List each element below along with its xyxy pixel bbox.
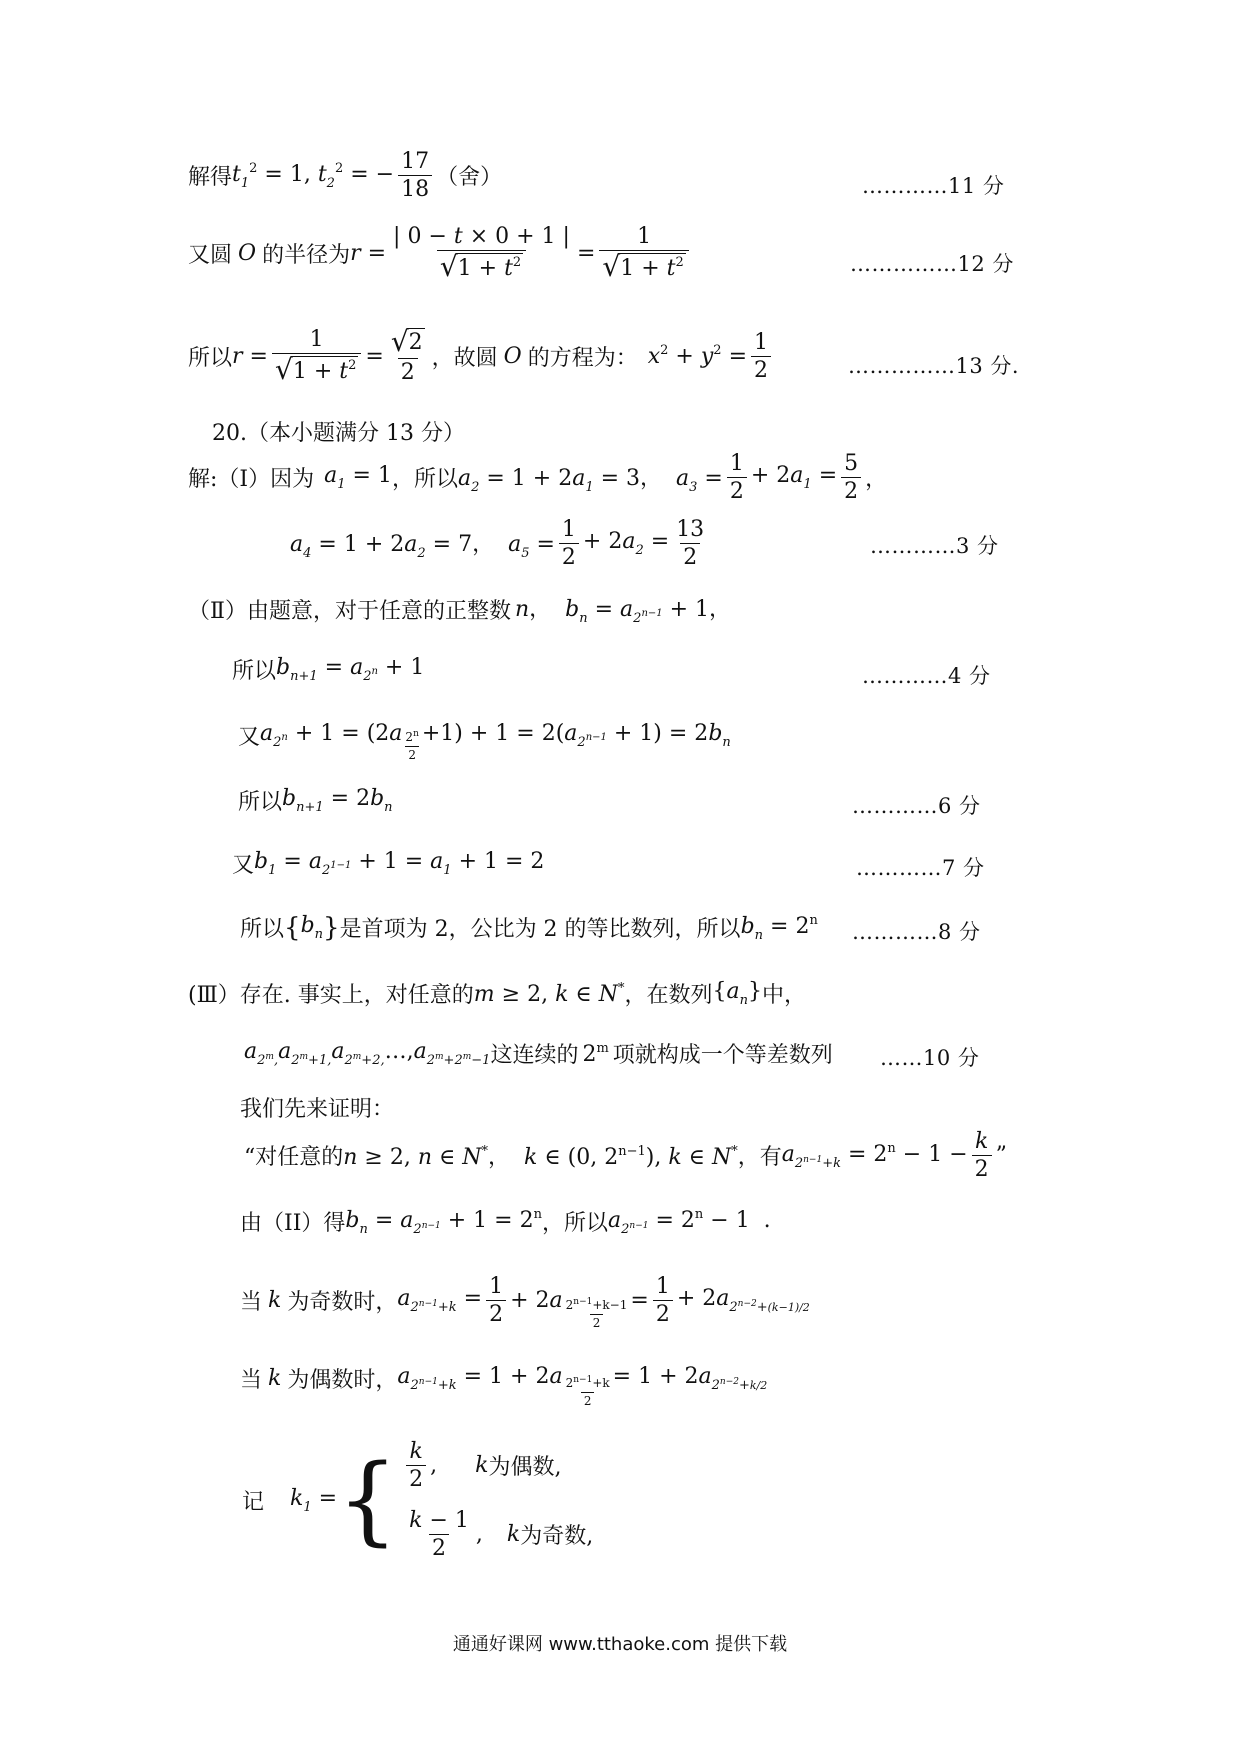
text-part2: （Ⅱ）由题意，对于任意的正整数 — [188, 598, 511, 624]
line-b-n-plus-1: 所以 $b_{n+1} = a_{2^n} + 1$ — [232, 655, 425, 684]
text-fangcheng: 的方程为： — [527, 345, 638, 371]
score-10: ……10 分 — [880, 1046, 980, 1070]
text-you-ii: 由（II）得 — [240, 1211, 346, 1236]
text-dang: 当 — [240, 1290, 263, 1316]
text-guyuan: ，故圆 — [431, 345, 498, 371]
text-zaishulie: ，在数列 — [624, 983, 713, 1008]
text-zhong: 中， — [761, 983, 806, 1008]
text-jie1: 解:（Ⅰ）因为 — [188, 467, 315, 493]
text-wei-ji: 为奇数时， — [287, 1290, 398, 1316]
line-circle-equation: 所以 r = 1 √ $1 + t^2$ = √ 2 2 ，故圆 O 的方程为： $x^2 + y^2$ = $\frac{1}{2}$ — [188, 328, 775, 384]
text-ji: 记 — [242, 1489, 265, 1515]
line-solve-t — [188, 150, 502, 201]
left-brace: { — [337, 1444, 399, 1557]
score-6: …………6 分 — [852, 794, 981, 818]
text-jishu: 为奇数, — [520, 1524, 594, 1550]
line-from-ii: 由（II）得 $b_n = a_{2^{n-1}} + 1 = 2^n$ ，所以 $a_{2^{n-1}} = 2^n - 1$ . — [240, 1206, 771, 1237]
formula-radius: r = — [350, 240, 387, 266]
line-part3-intro: (Ⅲ）存在. 事实上，对任意的 m ≥ 2, k ∈ N* ，在数列 $\{a_n\}$ 中， — [188, 979, 806, 1008]
formula-t-values: $t_1^2 = 1$, $t_2^2$ = − — [232, 160, 395, 191]
text-suoyi-3: 所以 — [238, 790, 283, 815]
line-women: 我们先来证明： — [240, 1097, 395, 1122]
score-3: …………3 分 — [870, 534, 999, 558]
text-comma-suoyi: ，所以 — [391, 467, 458, 493]
text-she: （舍） — [436, 165, 503, 191]
line-part1-a: 解:（Ⅰ）因为 $a_1 = 1$ ，所以 $a_2 = 1 + 2a_1 = 3$， $a_3$ = $\frac{1}{2}$ + $2a_1$ = $\frac{5}{2}$ ， — [188, 451, 888, 505]
piecewise-cases: $\frac{k}{2}$ , k 为偶数, $\frac{k - 1}{2}$ , k 为奇数, — [402, 1440, 593, 1560]
line-claim: “对任意的 n ≥ 2, n ∈ N*， k ∈ (0, $2^{n-1}$), k ∈ N* ，有 $a_{2^{n-1}+k} = 2^n - 1$ − $\frac{k}{2}$ ” — [244, 1129, 1007, 1183]
text-suoyi-2: 所以 — [232, 659, 277, 684]
text-shouxiang: 是首项为 2，公比为 2 的等比数列，所以 — [339, 917, 741, 942]
text-lianxu: 这连续的 — [490, 1043, 579, 1068]
line-k-odd: 当 k 为奇数时， $a_{2^{n-1}+k}$ = $\frac{1}{2}$ + 2a $\frac{2^{n-1}+k-1}{2}$ = $\frac{1}{2}$ + $2a_{2^{n-2}+(k-1)/2}$ — [240, 1274, 810, 1330]
text-dang-2: 当 — [240, 1368, 263, 1394]
text-suoyi-4: 所以 — [240, 917, 285, 942]
line-radius: 又圆 O 的半径为 r = | 0 − t × 0 + 1 | √ $1 + t^2$ = 1 √ $1 + t^2$ — [188, 225, 693, 281]
line-arith-seq: $a_{2^m,}a_{2^m+1,}a_{2^m+2,}\dots,a_{2^m+2^m-1}$ 这连续的 2$^m$ 项就构成一个等差数列 — [244, 1039, 833, 1068]
text-you2: ，有 — [737, 1145, 782, 1171]
var-O: O — [238, 240, 257, 266]
text-part3: (Ⅲ）存在. 事实上，对任意的 — [188, 983, 474, 1008]
text-comma-suoyi-2: ，所以 — [541, 1211, 608, 1236]
text-duirenyi: “对任意的 — [244, 1145, 344, 1171]
line-geometric: 所以 { $b_n$ } 是首项为 2，公比为 2 的等比数列，所以 $b_n = 2^n$ — [240, 912, 818, 943]
text-jiede: 解得 — [188, 165, 233, 191]
score-7: …………7 分 — [856, 856, 985, 880]
text-youyuan: 又圆 — [188, 242, 233, 268]
score-11: …………11 分 — [862, 174, 1005, 198]
fraction-17-18: $\frac{17}{18}$ — [398, 150, 432, 201]
score-12: ……………12 分 — [850, 252, 1014, 276]
line-recurrence: 又 $a_{2^n} + 1 = (2a$ $\frac{2^n}{2}$ $+1) + 1 = 2(a_{2^{n-1}} + 1) = 2b_n$ — [238, 721, 731, 762]
text-banjing: 的半径为 — [262, 242, 351, 268]
text-you-2: 又 — [232, 853, 255, 878]
text-wei-ou: 为偶数时， — [287, 1368, 398, 1394]
line-part2-intro: （Ⅱ）由题意，对于任意的正整数 n， $b_n = a_{2^{n-1}} + 1$， — [188, 592, 735, 626]
footer-source: 通通好课网 www.tthaoke.com 提供下载 — [452, 1634, 788, 1655]
line-part1-b: $a_4 = 1 + 2a_2 = 7$， $a_5$ = $\frac{1}{2}$ + $2a_2$ = $\frac{13}{2}$ — [290, 517, 705, 571]
fraction-distance: | 0 − t × 0 + 1 | √ $1 + t^2$ — [393, 224, 570, 284]
score-13: ……………13 分. — [848, 354, 1020, 378]
text-suoyi: 所以 — [188, 345, 233, 371]
line-k-even: 当 k 为偶数时， $a_{2^{n-1}+k} = 1 + 2a$ $\frac{2^{n-1}+k}{2}$ = $1 + 2a_{2^{n-2}+k/2}$ — [240, 1364, 768, 1408]
fraction-1-sqrt: 1 √ $1 + t^2$ — [599, 225, 688, 281]
text-you: 又 — [238, 725, 261, 751]
text-ouhu: 为偶数, — [488, 1455, 562, 1481]
line-k1-definition: 记 $k_1$ = { $\frac{k}{2}$ , k 为偶数, $\frac{k - 1}{2}$ , k 为奇数, — [242, 1439, 594, 1562]
score-8: …………8 分 — [852, 920, 981, 944]
line-b1: 又 $b_1 = a_{2^{1-1}} + 1 = a_1 + 1 = 2$ — [232, 849, 545, 878]
line-bn-relation: 所以 $b_{n+1} = 2b_n$ — [238, 786, 393, 815]
score-4: …………4 分 — [862, 664, 991, 688]
text-dengcha: 项就构成一个等差数列 — [612, 1043, 833, 1068]
question-20-header: 20.（本小题满分 13 分） — [212, 421, 465, 446]
